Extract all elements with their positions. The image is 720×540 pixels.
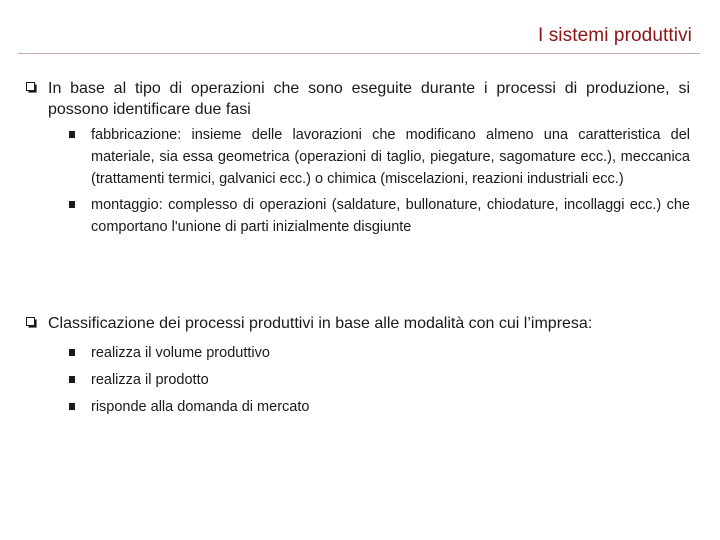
term-label: fabbricazione: [91, 127, 178, 143]
filled-square-bullet-icon: [64, 369, 91, 390]
bullet-item: [26, 78, 690, 242]
sub-bullet-text: : insieme delle lavorazioni che modificano almeno una caratteristica del materiale, sia essa geometrica (operazioni di taglio, piegature, sagomature ecc.), meccanica (trattamenti termici, galvanici ecc.) o chimica (miscelazioni, reazioni industriali ecc.): [91, 127, 690, 187]
sub-bullet-item: [64, 194, 690, 238]
bullet-text: Classificazione dei processi produttivi in base alle modalità con cui l’impresa:: [48, 315, 593, 332]
hollow-square-bullet-icon: [26, 82, 48, 93]
filled-square-bullet-icon: [64, 124, 91, 145]
bullet-block-classification: [26, 313, 690, 423]
hollow-square-bullet-icon: [26, 317, 48, 328]
sub-bullet-item: [64, 124, 690, 190]
bullet-text: In base al tipo di operazioni che sono eseguite durante i processi di produzione, si possono identificare due fasi: [48, 80, 690, 118]
sub-bullet-text: realizza il volume produttivo: [91, 345, 270, 361]
bullet-block-phases: [26, 78, 690, 242]
filled-square-bullet-icon: [64, 342, 91, 363]
title-divider: [18, 53, 700, 54]
filled-square-bullet-icon: [64, 194, 91, 215]
sub-bullet-item: [64, 342, 690, 365]
sub-bullet-list: [64, 342, 690, 419]
sub-bullet-text: realizza il prodotto: [91, 372, 209, 388]
sub-bullet-item: [64, 396, 690, 419]
sub-bullet-item: [64, 369, 690, 392]
filled-square-bullet-icon: [64, 396, 91, 417]
sub-bullet-list: [64, 124, 690, 238]
bullet-item: [26, 313, 690, 423]
sub-bullet-text: : complesso di operazioni (saldature, bullonature, chiodature, incollaggi ecc.) che comportano l'unione di parti inizialmente disgiunte: [91, 197, 690, 235]
slide-title: I sistemi produttivi: [537, 25, 692, 46]
term-label: montaggio: [91, 197, 159, 213]
sub-bullet-text: risponde alla domanda di mercato: [91, 399, 310, 415]
